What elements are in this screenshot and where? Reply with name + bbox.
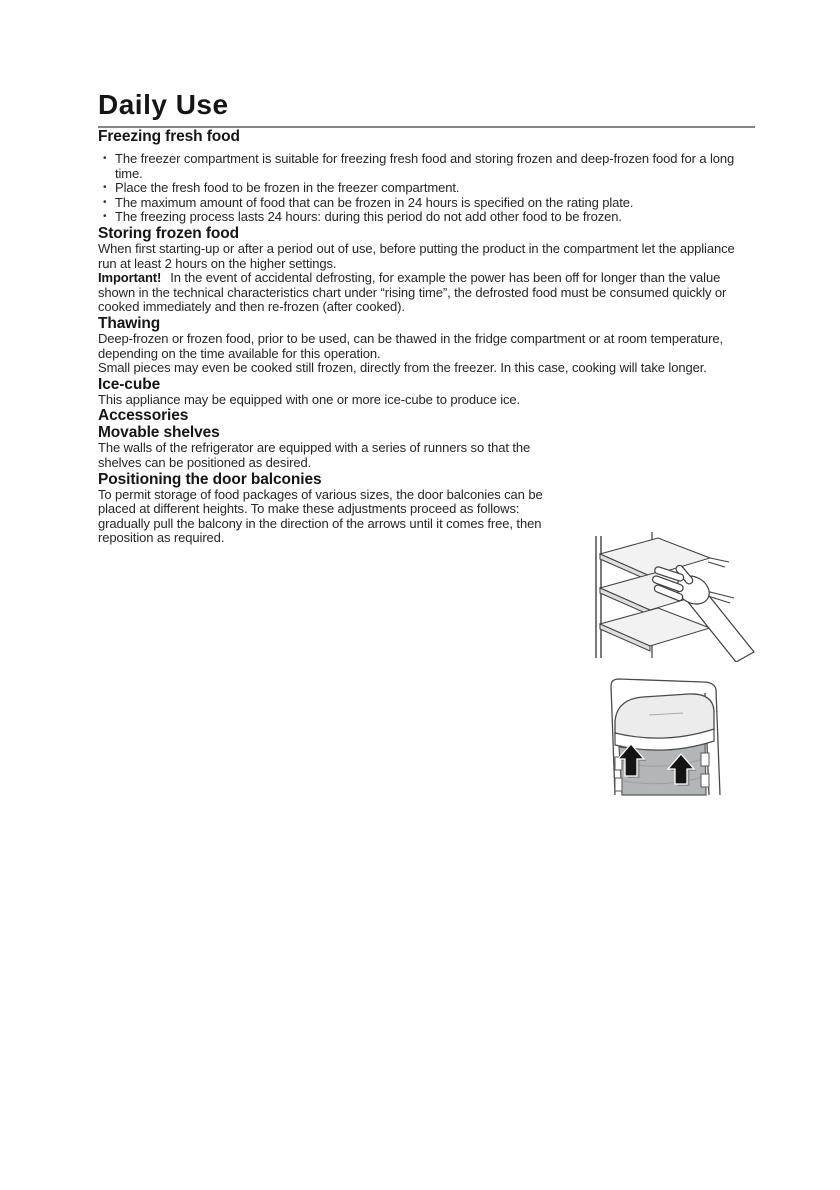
movable-shelves-paragraph: The walls of the refrigerator are equipped with a series of runners so that the shelves can be positioned as desired.: [98, 440, 531, 470]
storing-paragraph: When first starting-up or after a period out of use, before putting the product in the compartment let the appliance run at least 2 hours on the higher settings.: [98, 240, 735, 271]
list-item: [98, 196, 755, 211]
bullet-text: The maximum amount of food that can be frozen in 24 hours is specified on the rating plate.: [115, 194, 634, 210]
thawing-paragraph-1: Deep-frozen or frozen food, prior to be used, can be thawed in the fridge compartment or at room temperature, depending on the time available for this operation.: [98, 330, 723, 361]
bullet-text: Place the fresh food to be frozen in the freezer compartment.: [115, 180, 460, 196]
balcony-lid: [615, 694, 714, 750]
section-heading-accessories: Accessories: [98, 407, 189, 425]
section-freezing-fresh-food: [98, 128, 755, 225]
section-heading-freezing: Freezing fresh food: [98, 128, 240, 145]
important-label: Important!: [98, 270, 162, 286]
section-accessories: [98, 407, 755, 546]
freezing-bullet-list: [98, 152, 755, 225]
bullet-text: The freezer compartment is suitable for freezing fresh food and storing frozen and deep-frozen food for a long time.: [115, 151, 735, 181]
section-thawing: [98, 315, 755, 376]
list-item: [98, 181, 755, 196]
movable-shelves-drawing: [588, 528, 758, 662]
bullet-text: The freezing process lasts 24 hours: during this period do not add other food to be frozen.: [115, 209, 622, 225]
section-ice-cube: [98, 376, 755, 408]
bullet-dot: •: [103, 196, 107, 208]
page-title: Daily Use: [98, 89, 229, 120]
section-heading-ice-cube: Ice-cube: [98, 375, 161, 393]
door-balcony-drawing: [589, 669, 731, 796]
movable-shelves-illustration: [588, 528, 758, 662]
important-text: In the event of accidental defrosting, for example the power has been off for longer than the value shown in the technical characteristics chart under “rising time”, the defrosted food must be consumed quickly or cooked immediately and then re-frozen (after cooked).: [98, 270, 727, 315]
door-balconies-paragraph: To permit storage of food packages of various sizes, the door balconies can be placed at different heights. To make these adjustments proceed as follows: gradually pull the balcony in the direction of the arrows until it comes free, then reposition as required.: [98, 486, 543, 546]
bullet-dot: •: [103, 153, 107, 164]
thawing-paragraph-2: Small pieces may even be cooked still frozen, directly from the freezer. In this case, cooking will take longer.: [98, 360, 707, 376]
bullet-dot: •: [103, 211, 107, 223]
ice-cube-paragraph: This appliance may be equipped with one or more ice-cube to produce ice.: [98, 391, 521, 407]
section-heading-door-balconies: Positioning the door balconies: [98, 470, 322, 488]
bullet-dot: •: [103, 182, 107, 194]
section-heading-thawing: Thawing: [98, 314, 161, 332]
section-heading-movable-shelves: Movable shelves: [98, 424, 220, 442]
list-item: [98, 210, 755, 225]
page-content: [98, 91, 755, 546]
section-heading-storing: Storing frozen food: [98, 224, 240, 242]
door-balcony-illustration: [589, 669, 731, 796]
important-paragraph: [98, 271, 755, 315]
section-storing-frozen-food: [98, 225, 755, 315]
list-item: [98, 152, 755, 181]
